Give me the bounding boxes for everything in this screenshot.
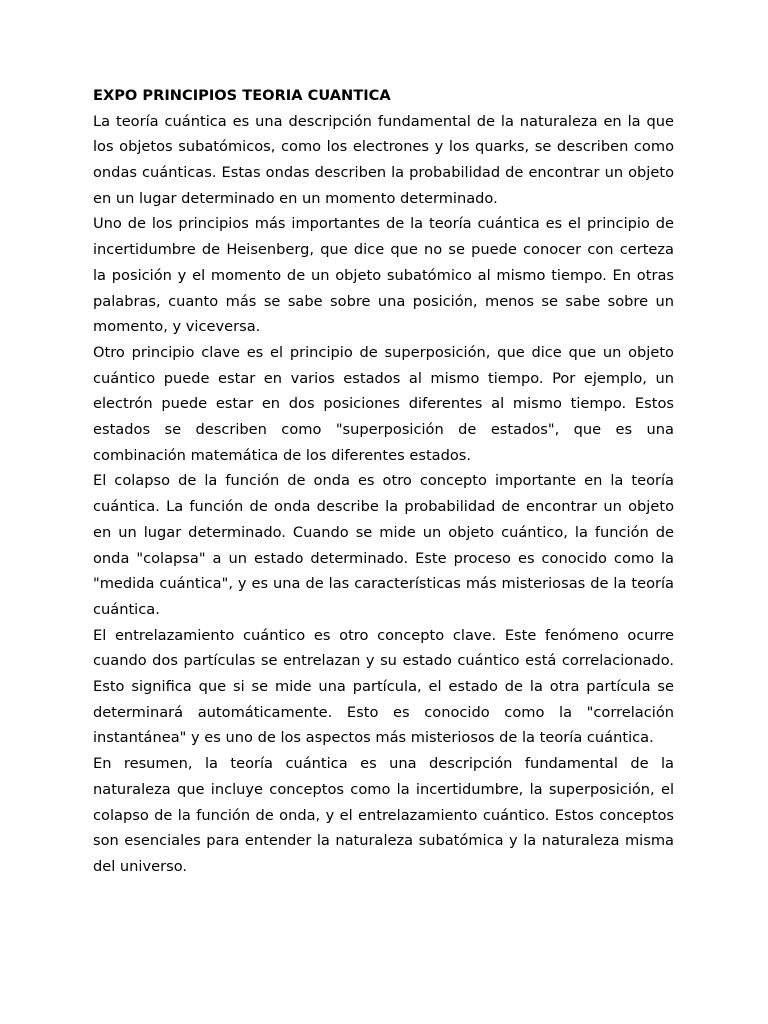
paragraph-wavefunction-collapse: El colapso de la función de onda es otro concepto importante en la teoría cuántica. La función de onda describe la probabilidad de encontrar un objeto en un lugar determinado. Cuando se mide un objeto cuántico, la función de onda "colapsa" a un estado determinado. Este proceso es conocido como la "medida cuántica", y es una de las características más misteriosas de la teoría cuántica. [93, 472, 674, 618]
document-title: EXPO PRINCIPIOS TEORIA CUANTICA [93, 87, 391, 104]
paragraph-uncertainty: Uno de los principios más importantes de la teoría cuántica es el principio de incertidumbre de Heisenberg, que dice que no se puede conocer con certeza la posición y el momento de un objeto subatómico al mismo tiempo. En otras palabras, cuanto más se sabe sobre una posición, menos se sabe sobre un momento, y viceversa. [93, 215, 674, 336]
document-page [93, 83, 674, 880]
paragraph-intro: La teoría cuántica es una descripción fundamental de la naturaleza en la que los objetos subatómicos, como los electrones y los quarks, se describen como ondas cuánticas. Estas ondas describen la probabilidad de encontrar un objeto en un lugar determinado en un momento determinado. [93, 112, 674, 207]
paragraph-summary: En resumen, la teoría cuántica es una descripción fundamental de la naturaleza que incluye conceptos como la incertidumbre, la superposición, el colapso de la función de onda, y el entrelazamiento cuántico. Estos conceptos son esenciales para entender la naturaleza subatómica y la naturaleza misma del universo. [93, 755, 674, 875]
paragraph-superposition: Otro principio clave es el principio de superposición, que dice que un objeto cuántico puede estar en varios estados al mismo tiempo. Por ejemplo, un electrón puede estar en dos posiciones diferentes al mismo tiempo. Estos estados se describen como "superposición de estados", que es una combinación matemática de los diferentes estados. [93, 343, 674, 464]
paragraph-entanglement: El entrelazamiento cuántico es otro concepto clave. Este fenómeno ocurre cuando dos partículas se entrelazan y su estado cuántico está correlacionado. Esto significa que si se mide una partícula, el estado de la otra partícula se determinará automáticamente. Esto es conocido como la "correlación instantánea" y es uno de los aspectos más misteriosos de la teoría cuántica. [93, 626, 674, 747]
